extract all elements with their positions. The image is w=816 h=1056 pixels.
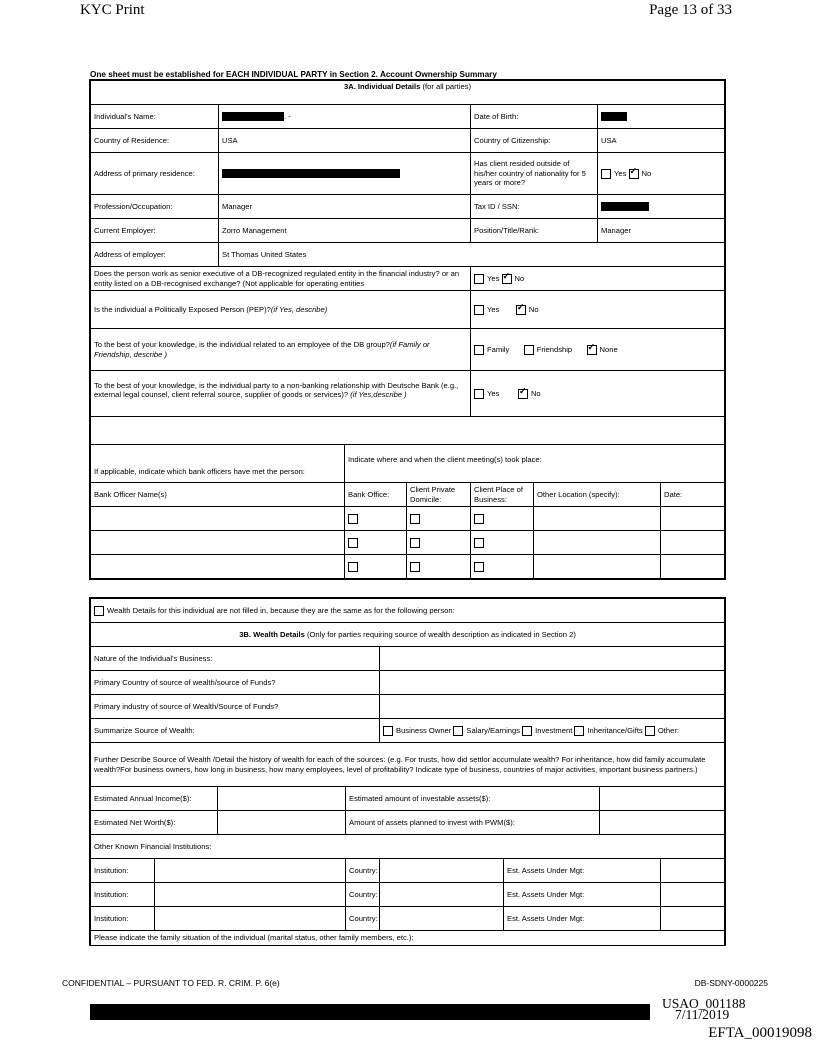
redaction [601, 112, 627, 121]
net-worth-label: Estimated Net Worth($): [91, 811, 218, 835]
bank-office-checkbox[interactable] [348, 562, 358, 572]
institution-label: Institution: [91, 859, 155, 883]
assets-mgt-label: Est. Assets Under Mgt: [504, 859, 661, 883]
annual-income-value[interactable] [218, 787, 346, 811]
senior-executive-question: Does the person work as senior executive of a DB-recognized regulated entity in the financial industry? or an entity listed on a DB-recognised exchange? (Not applicable for operating entities [91, 267, 471, 291]
nature-business-label: Nature of the Individual's Business: [91, 647, 380, 671]
section-3a-title: 3A. Individual Details (for all parties) [91, 81, 725, 105]
domicile-checkbox[interactable] [410, 562, 420, 572]
redaction [601, 202, 649, 211]
bank-officers-question: If applicable, indicate which bank officers have met the person: [91, 445, 345, 483]
inheritance-checkbox[interactable] [574, 726, 584, 736]
officer-name-cell[interactable] [91, 531, 345, 555]
confidential-notice: CONFIDENTIAL – PURSUANT TO FED. R. CRIM. P. 6(e) [62, 978, 280, 988]
address-label: Address of primary residence: [91, 153, 219, 195]
assets-mgt-label: Est. Assets Under Mgt: [504, 907, 661, 931]
resided-question: Has client resided outside of his/her country of nationality for 5 years or more? [471, 153, 598, 195]
date-cell[interactable] [661, 555, 725, 579]
related-question: To the best of your knowledge, is the individual related to an employee of the DB group?(if Family or Friendship, describe ) [91, 329, 471, 371]
spacer-row [91, 417, 725, 445]
employer-label: Current Employer: [91, 219, 219, 243]
date-cell[interactable] [661, 531, 725, 555]
intro-instruction: One sheet must be established for EACH INDIVIDUAL PARTY in Section 2. Account Ownership Summary [90, 70, 497, 79]
officer-name-cell[interactable] [91, 507, 345, 531]
citizenship-label: Country of Citizenship: [471, 129, 598, 153]
senior-executive-answer: Yes ✓ No [471, 267, 725, 291]
country-value[interactable] [380, 883, 504, 907]
individual-details-table [90, 80, 725, 579]
other-fi-label: Other Known Financial Institutions: [91, 835, 725, 859]
family-checkbox[interactable] [474, 345, 484, 355]
no-checkbox[interactable] [516, 305, 526, 315]
dob-value [598, 105, 725, 129]
employer-address-value: St Thomas United States [219, 243, 725, 267]
col-date: Date: [661, 483, 725, 507]
date-cell[interactable] [661, 507, 725, 531]
other-location-cell[interactable] [534, 507, 661, 531]
place-cell [471, 555, 534, 579]
business-owner-checkbox[interactable] [383, 726, 393, 736]
summarize-wealth-options: Business Owner Salary/Earnings Investment Inheritance/Gifts Other: [380, 719, 725, 743]
office-cell [345, 555, 407, 579]
profession-value: Manager [219, 195, 471, 219]
bank-office-checkbox[interactable] [348, 514, 358, 524]
redaction-bar [90, 1004, 650, 1020]
institution-value[interactable] [155, 907, 346, 931]
nonbank-answer: Yes ✓ No [471, 371, 725, 417]
col-client-place: Client Place of Business: [471, 483, 534, 507]
employer-address-label: Address of employer: [91, 243, 219, 267]
primary-industry-label: Primary industry of source of Wealth/Source of Funds? [91, 695, 380, 719]
further-describe-text: Further Describe Source of Wealth /Detail the history of wealth for each of the sources: (e.g. For trusts, how did settlor accumulate wealth? For inheritance, how did family accumulate wealth?For business owners, how long in business, how many employees, level of profitability? Indicate type of business, countries of major activities, important business partners.) [91, 743, 725, 787]
col-bank-office: Bank Office: [345, 483, 407, 507]
pwm-assets-value[interactable] [600, 811, 725, 835]
col-bank-officer: Bank Officer Name(s) [91, 483, 345, 507]
same-as-checkbox[interactable] [94, 606, 104, 616]
bank-office-checkbox[interactable] [348, 538, 358, 548]
country-label: Country: [346, 883, 380, 907]
col-other-location: Other Location (specify): [534, 483, 661, 507]
place-cell [471, 507, 534, 531]
yes-checkbox[interactable] [474, 389, 484, 399]
domicile-checkbox[interactable] [410, 514, 420, 524]
none-checkbox[interactable] [587, 345, 597, 355]
office-cell [345, 531, 407, 555]
assets-mgt-value[interactable] [661, 907, 725, 931]
employer-value: Zorro Management [219, 219, 471, 243]
assets-mgt-value[interactable] [661, 883, 725, 907]
redaction [222, 112, 284, 121]
institution-label: Institution: [91, 907, 155, 931]
net-worth-value[interactable] [218, 811, 346, 835]
no-checkbox[interactable] [518, 389, 528, 399]
primary-country-label: Primary Country of source of wealth/source of Funds? [91, 671, 380, 695]
stamp-date: 7/11/2019 [675, 1007, 730, 1022]
institution-row [91, 907, 725, 931]
dob-label: Date of Birth: [471, 105, 598, 129]
domicile-cell [407, 555, 471, 579]
yes-checkbox[interactable] [474, 274, 484, 284]
profession-label: Profession/Occupation: [91, 195, 219, 219]
efta-number: EFTA_00019098 [708, 1025, 812, 1041]
name-value: . - [219, 105, 471, 129]
friendship-checkbox[interactable] [524, 345, 534, 355]
summarize-wealth-label: Summarize Source of Wealth: [91, 719, 380, 743]
yes-checkbox[interactable] [601, 169, 611, 179]
usao-stamp: USAO_001188 [662, 996, 746, 1011]
residence-label: Country of Residence: [91, 129, 219, 153]
domicile-checkbox[interactable] [410, 538, 420, 548]
pwm-assets-label: Amount of assets planned to invest with PWM($): [346, 811, 600, 835]
domicile-cell [407, 531, 471, 555]
domicile-cell [407, 507, 471, 531]
taxid-value [598, 195, 725, 219]
citizenship-value: USA [598, 129, 725, 153]
office-cell [345, 507, 407, 531]
country-value[interactable] [380, 907, 504, 931]
pep-question: Is the individual a Politically Exposed Person (PEP)?(if Yes, describe) [91, 291, 471, 329]
page-number: Page 13 of 33 [649, 2, 732, 18]
meeting-question: Indicate where and when the client meeting(s) took place: [345, 445, 725, 483]
institution-value[interactable] [155, 859, 346, 883]
country-value[interactable] [380, 859, 504, 883]
investment-checkbox[interactable] [522, 726, 532, 736]
assets-mgt-value[interactable] [661, 859, 725, 883]
place-checkbox[interactable] [474, 514, 484, 524]
primary-country-value[interactable] [380, 671, 725, 695]
officer-name-cell[interactable] [91, 555, 345, 579]
col-client-domicile: Client Private Domicile: [407, 483, 471, 507]
yes-checkbox[interactable] [474, 305, 484, 315]
institution-label: Institution: [91, 883, 155, 907]
nonbank-question: To the best of your knowledge, is the individual party to a non-banking relationship with Deutsche Bank (e.g., external legal counsel, client referral source, supplier of goods or services)? (if Yes,describe ) [91, 371, 471, 417]
taxid-label: Tax ID / SSN: [471, 195, 598, 219]
meeting-row [91, 531, 725, 555]
assets-mgt-label: Est. Assets Under Mgt: [504, 883, 661, 907]
country-label: Country: [346, 859, 380, 883]
meeting-row [91, 555, 725, 579]
header-title: KYC Print [80, 2, 145, 18]
residence-value: USA [219, 129, 471, 153]
place-cell [471, 531, 534, 555]
no-checkbox[interactable] [629, 169, 639, 179]
name-label: Individual's Name: [91, 105, 219, 129]
nature-business-value[interactable] [380, 647, 725, 671]
institution-value[interactable] [155, 883, 346, 907]
bates-number: DB-SDNY-0000225 [694, 978, 768, 988]
address-value [219, 153, 471, 195]
other-location-cell[interactable] [534, 531, 661, 555]
place-checkbox[interactable] [474, 538, 484, 548]
institution-row [91, 859, 725, 883]
family-situation-label: Please indicate the family situation of the individual (marital status, other family members, etc.): [91, 931, 725, 945]
other-location-cell[interactable] [534, 555, 661, 579]
resided-answer: Yes ✓ No [598, 153, 725, 195]
place-checkbox[interactable] [474, 562, 484, 572]
related-answer: Family Friendship ✓ None [471, 329, 725, 371]
redaction [222, 169, 400, 178]
pep-answer: Yes ✓ No [471, 291, 725, 329]
institution-row [91, 883, 725, 907]
meeting-row [91, 507, 725, 531]
investable-assets-value[interactable] [600, 787, 725, 811]
other-checkbox[interactable] [645, 726, 655, 736]
salary-checkbox[interactable] [453, 726, 463, 736]
country-label: Country: [346, 907, 380, 931]
wealth-details-table [90, 598, 725, 945]
investable-assets-label: Estimated amount of investable assets($): [346, 787, 600, 811]
no-checkbox[interactable] [502, 274, 512, 284]
section-3b-title: 3B. Wealth Details (Only for parties requiring source of wealth description as indicated in Section 2) [91, 623, 725, 647]
primary-industry-value[interactable] [380, 695, 725, 719]
wealth-same-as-row: Wealth Details for this individual are not filled in, because they are the same as for the following person: [91, 599, 725, 623]
annual-income-label: Estimated Annual Income($): [91, 787, 218, 811]
position-value: Manager [598, 219, 725, 243]
position-label: Position/Title/Rank: [471, 219, 598, 243]
